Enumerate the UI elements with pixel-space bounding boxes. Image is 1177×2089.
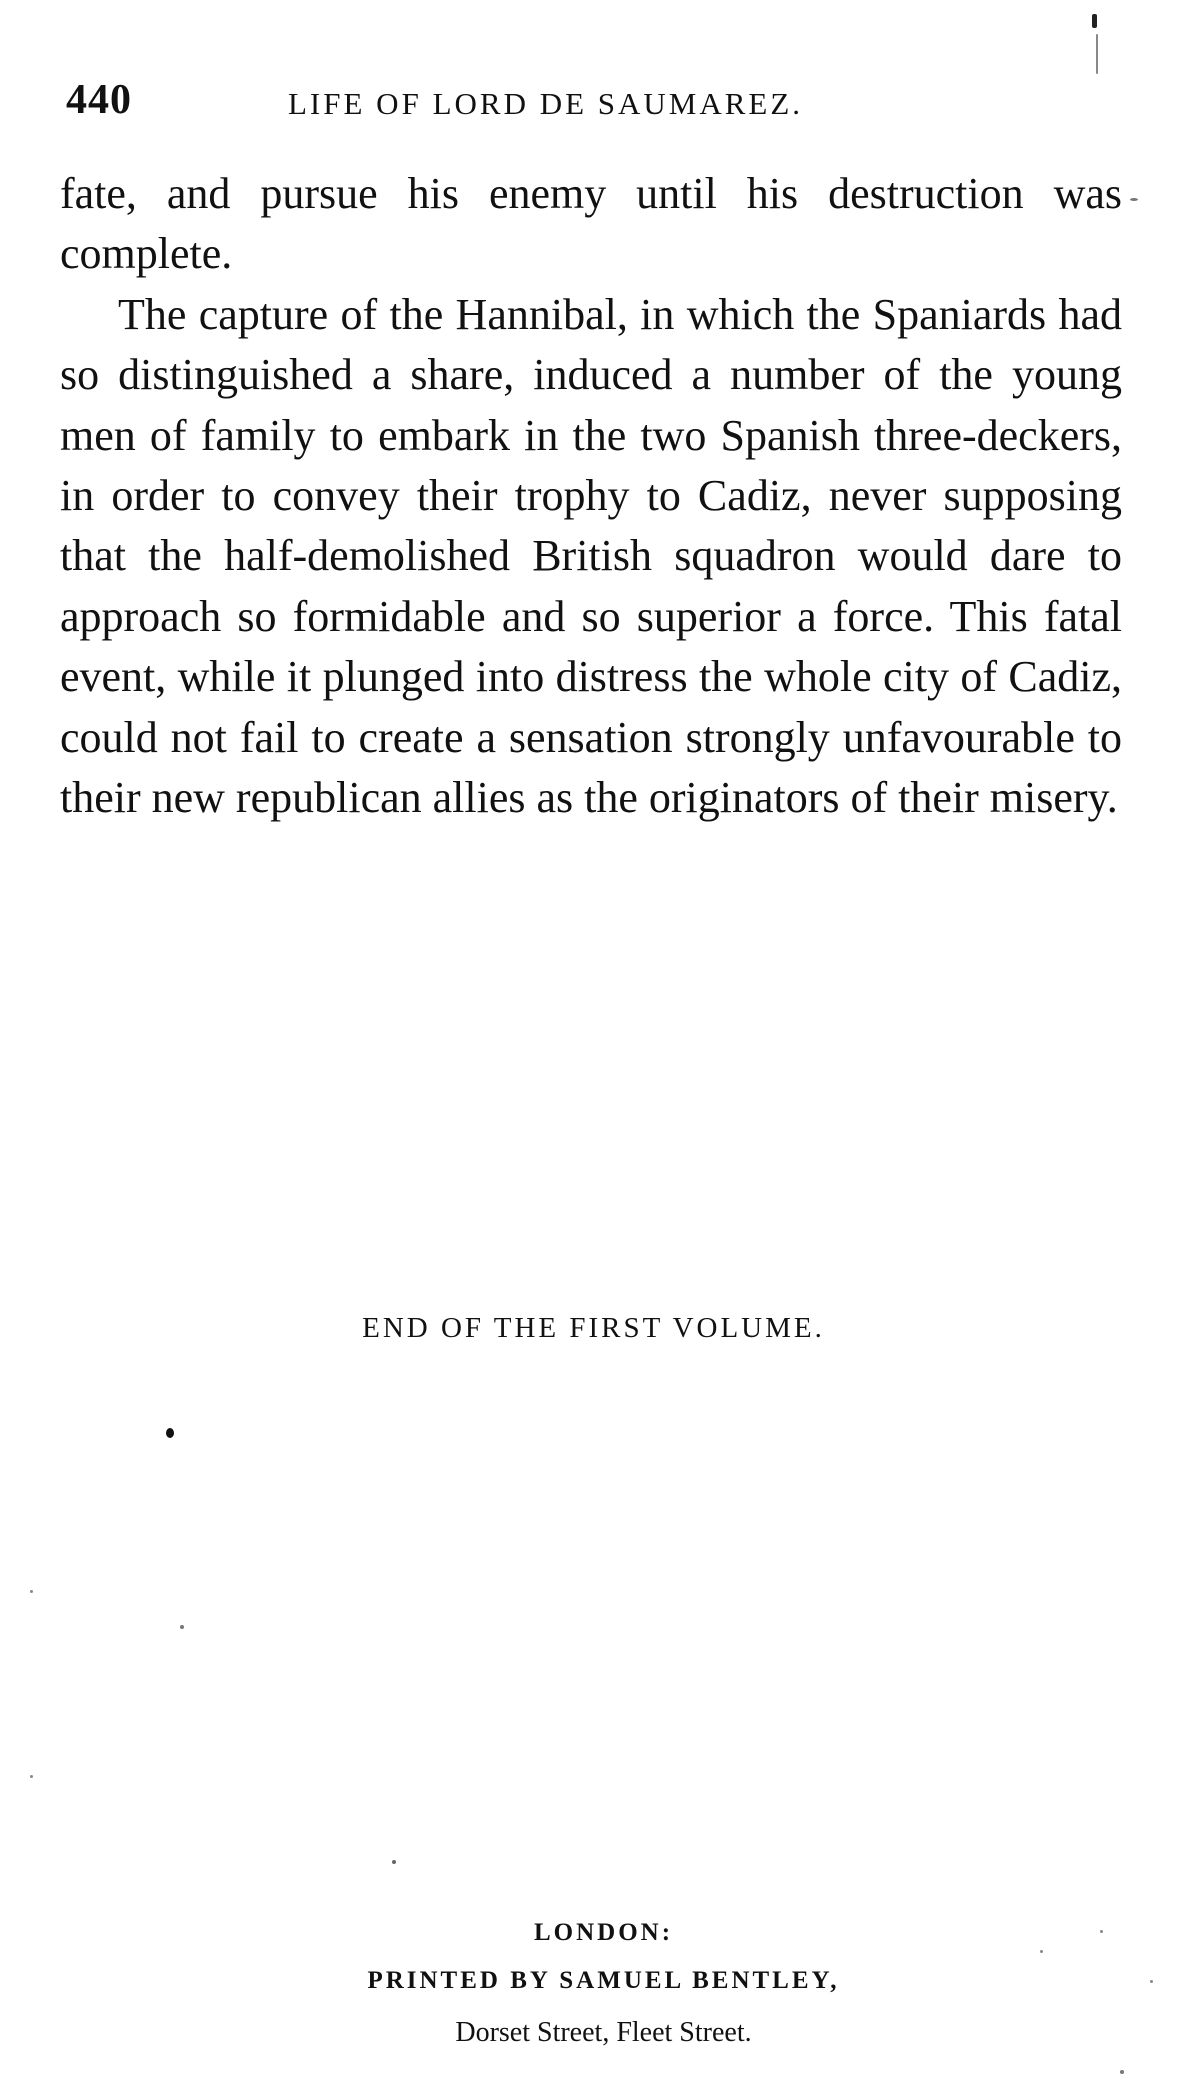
print-speck: [392, 1860, 396, 1864]
body-text: [60, 164, 1122, 828]
paragraph-continuation: fate, and pursue his enemy until his destruction was complete.: [60, 169, 1122, 279]
imprint-city: LONDON:: [533, 1919, 674, 1946]
print-speck: [1040, 1950, 1043, 1953]
print-speck: [30, 1775, 33, 1778]
print-speck: [180, 1625, 184, 1629]
print-speck: [1100, 1930, 1103, 1933]
running-head: [66, 76, 1126, 126]
end-of-volume-note: END OF THE FIRST VOLUME.: [362, 1312, 825, 1344]
page-number: 440: [66, 77, 132, 123]
imprint-printer: PRINTED BY SAMUEL BENTLEY,: [367, 1967, 840, 1994]
print-speck: [1150, 1980, 1153, 1983]
print-speck: [1092, 14, 1097, 28]
print-speck: [1130, 198, 1138, 201]
print-speck: [1096, 34, 1098, 74]
paragraph-hannibal-capture: The capture of the Hannibal, in which the Spaniards had so distinguished a share, induced a number of the young men of family to embark in the two Spanish three-deckers, in order to convey their trophy to Cadiz, never supposing that the half-demolished British squadron would dare to approach so formidable and so superior a force. This fatal event, while it plunged into distress the whole city of Cadiz, could not fail to create a sensation strongly unfavourable to their new republican allies as the originators of their misery.: [60, 289, 1122, 823]
imprint-address: Dorset Street, Fleet Street.: [455, 2017, 752, 2048]
print-speck: [1120, 2070, 1124, 2074]
running-title: LIFE OF LORD DE SAUMAREZ.: [288, 86, 804, 121]
printer-imprint: [0, 1916, 1177, 2050]
print-speck: [30, 1590, 33, 1593]
print-speck: [166, 1428, 174, 1438]
